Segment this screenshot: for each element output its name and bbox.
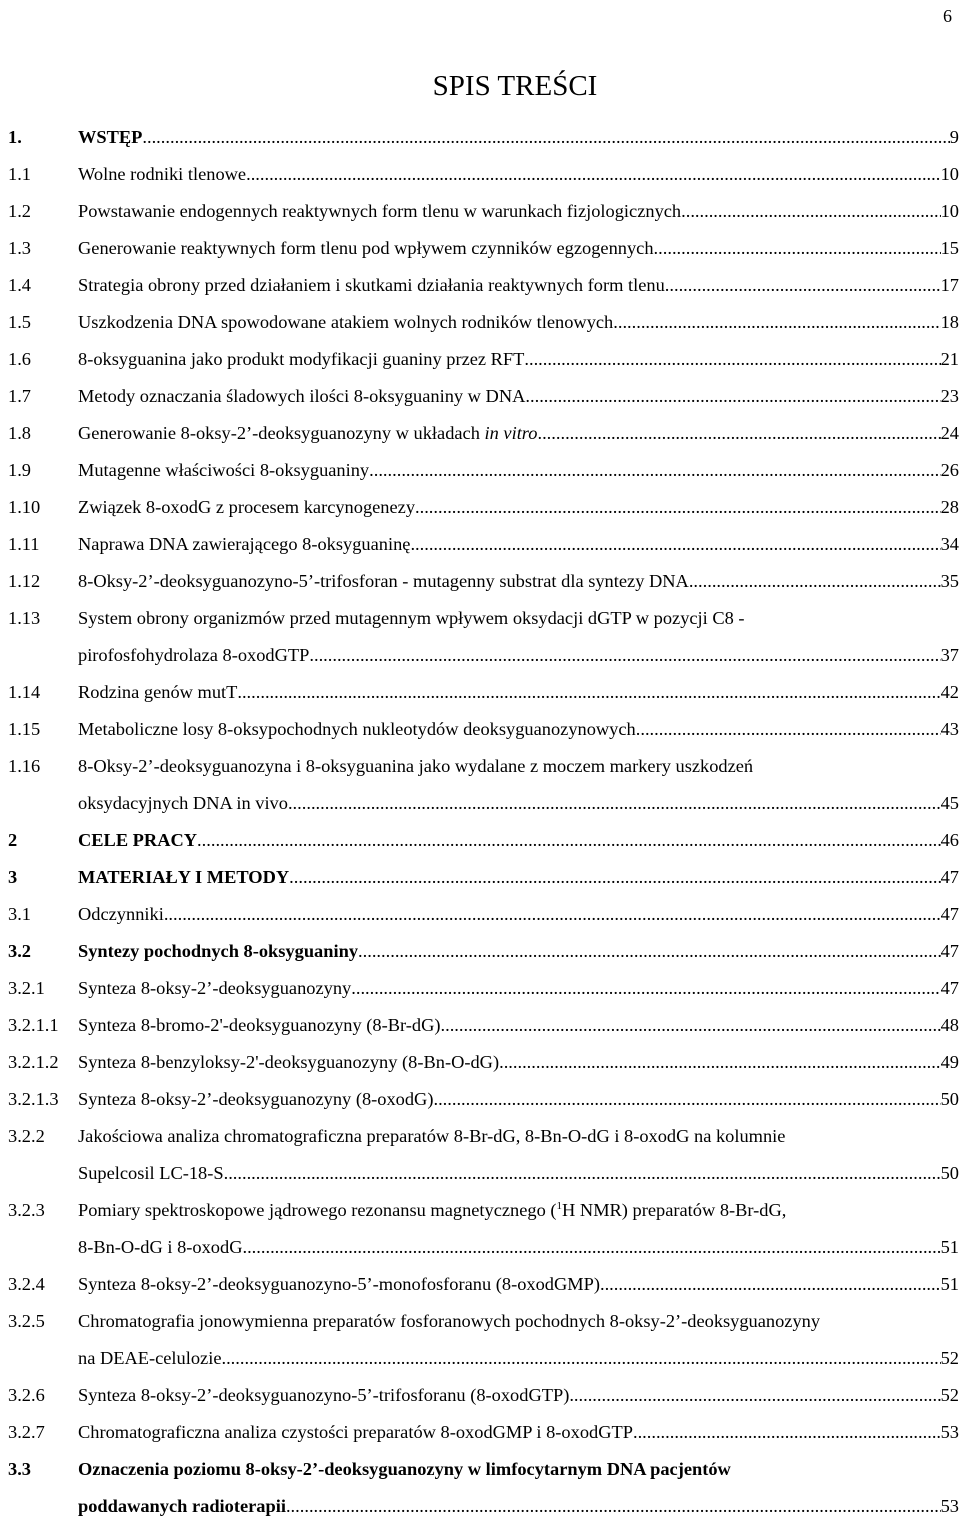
toc-entry-number: 3.3 <box>8 1459 31 1479</box>
leader-dots <box>142 127 949 148</box>
toc-entry-number: 1.2 <box>8 201 31 221</box>
toc-entry-title: Oznaczenia poziomu 8-oksy-2’-deoksyguanozyny w limfocytarnym DNA pacjentów <box>78 1459 731 1479</box>
leader-dots <box>224 1163 941 1184</box>
toc-entry-title: Synteza 8-oksy-2’-deoksyguanozyny (8-oxodG) <box>78 1089 434 1109</box>
toc-entry-page: 46 <box>940 830 959 850</box>
toc-entry-title-continued: pirofosfohydrolaza 8-oxodGTP <box>78 645 310 665</box>
toc-entry-title: Powstawanie endogennych reaktywnych form tlenu w warunkach fizjologicznych <box>78 201 682 221</box>
toc-entry-title: Generowanie 8-oksy-2’-deoksyguanozyny w układach in vitro <box>78 423 538 443</box>
toc-entry-title: Związek 8-oxodG z procesem karcynogenezy <box>78 497 416 517</box>
leader-dots <box>441 1015 941 1036</box>
toc-entry-title: 8-Oksy-2’-deoksyguanozyna i 8-oksyguanina jako wydalane z moczem markery uszkodzeń <box>78 756 754 776</box>
toc-entry-title: Synteza 8-oksy-2’-deoksyguanozyny <box>78 978 352 998</box>
toc-entry-line <box>78 497 959 518</box>
toc-entry-page: 48 <box>940 1015 959 1035</box>
toc-entry-number: 3.2.4 <box>8 1274 45 1294</box>
leader-dots <box>525 386 940 407</box>
leader-dots <box>237 682 940 703</box>
toc-entry-line <box>78 201 959 222</box>
toc-entry-continuation[interactable] <box>8 1230 959 1267</box>
toc-entry-title: Metaboliczne losy 8-oksypochodnych nukleotydów deoksyguanozynowych <box>78 719 636 739</box>
toc-entry-line <box>78 127 959 148</box>
leader-dots <box>613 312 940 333</box>
toc-entry[interactable] <box>8 342 959 379</box>
toc-entry-continuation[interactable] <box>8 638 959 675</box>
toc-entry-title-continued: poddawanych radioterapii <box>78 1496 286 1516</box>
toc-entry-title: Synteza 8-oksy-2’-deoksyguanozyno-5’-monofosforanu (8-oxodGMP) <box>78 1274 600 1294</box>
toc-entry[interactable] <box>8 564 959 601</box>
toc-entry-number: 1.3 <box>8 238 31 258</box>
toc-entry-number: 3.2.5 <box>8 1311 45 1331</box>
toc-entry[interactable] <box>8 934 959 971</box>
toc-entry[interactable] <box>8 860 959 897</box>
toc-entry-line <box>78 349 959 370</box>
toc-entry[interactable] <box>8 1193 959 1230</box>
toc-entry[interactable] <box>8 231 959 268</box>
toc-entry-line <box>78 238 959 259</box>
toc-entry-title: Syntezy pochodnych 8-oksyguaniny <box>78 941 359 961</box>
leader-dots <box>433 1089 940 1110</box>
toc-entry-title: System obrony organizmów przed mutagennym wpływem oksydacji dGTP w pozycji C8 - <box>78 608 745 628</box>
toc-entry-line <box>78 756 959 777</box>
leader-dots <box>415 497 941 518</box>
toc-entry-number: 1.16 <box>8 756 41 776</box>
leader-dots <box>246 164 941 185</box>
toc-entry-number: 3.2.7 <box>8 1422 45 1442</box>
toc-entry-number: 1.10 <box>8 497 41 517</box>
toc-entry-line <box>78 1015 959 1036</box>
toc-entry[interactable] <box>8 379 959 416</box>
toc-entry-title: 8-Oksy-2’-deoksyguanozyno-5’-trifosforan - mutagenny substrat dla syntezy DNA <box>78 571 689 591</box>
toc-entry[interactable] <box>8 157 959 194</box>
table-of-contents <box>8 120 959 1526</box>
toc-entry-number: 3.1 <box>8 904 31 924</box>
toc-entry-title-continued: na DEAE-celulozie <box>78 1348 222 1368</box>
toc-entry[interactable] <box>8 1304 959 1341</box>
toc-entry-number: 3.2.1.2 <box>8 1052 59 1072</box>
toc-entry-page: 37 <box>940 645 959 665</box>
toc-entry-line <box>78 1089 959 1110</box>
toc-entry-page: 9 <box>949 127 959 147</box>
toc-entry[interactable] <box>8 749 959 786</box>
toc-entry-page: 43 <box>940 719 959 739</box>
leader-dots <box>600 1274 941 1295</box>
toc-entry-number: 3.2 <box>8 941 31 961</box>
toc-entry-number: 1.6 <box>8 349 31 369</box>
leader-dots <box>289 867 940 888</box>
toc-entry-number: 1.12 <box>8 571 41 591</box>
leader-dots <box>524 349 940 370</box>
toc-entry-line <box>78 386 959 407</box>
toc-entry-page: 42 <box>940 682 959 702</box>
toc-entry-line <box>78 571 959 592</box>
leader-dots <box>665 275 941 296</box>
toc-entry-title: Pomiary spektroskopowe jądrowego rezonansu magnetycznego ($^1$H NMR) preparatów 8-Br-dG, <box>78 1199 787 1220</box>
toc-entry-line <box>78 941 959 962</box>
toc-entry-line <box>78 978 959 999</box>
toc-entry-title: Strategia obrony przed działaniem i skutkami działania reaktywnych form tlenu <box>78 275 665 295</box>
toc-entry[interactable] <box>8 120 959 157</box>
toc-entry-title: 8-oksyguanina jako produkt modyfikacji guaniny przez RFT <box>78 349 525 369</box>
leader-dots <box>537 423 940 444</box>
leader-dots <box>358 941 941 962</box>
toc-entry-line <box>78 904 959 925</box>
toc-entry-line <box>78 793 959 814</box>
toc-entry-title: MATERIAŁY I METODY <box>78 867 290 887</box>
toc-entry-number: 1.7 <box>8 386 31 406</box>
toc-entry-continuation[interactable] <box>8 1489 959 1526</box>
toc-entry-title: Generowanie reaktywnych form tlenu pod wpływem czynników egzogennych <box>78 238 654 258</box>
toc-entry-number: 3.2.2 <box>8 1126 45 1146</box>
toc-entry-line <box>78 312 959 333</box>
toc-entry[interactable] <box>8 416 959 453</box>
toc-entry-number: 1.5 <box>8 312 31 332</box>
leader-dots <box>164 904 941 925</box>
toc-entry[interactable] <box>8 1415 959 1452</box>
page-title: SPIS TREŚCI <box>432 70 598 102</box>
toc-entry[interactable] <box>8 527 959 564</box>
toc-entry-page: 47 <box>940 867 959 887</box>
toc-entry-title: CELE PRACY <box>78 830 198 850</box>
leader-dots <box>286 1496 941 1517</box>
toc-entry[interactable] <box>8 601 959 638</box>
toc-entry-number: 3.2.3 <box>8 1200 45 1220</box>
toc-entry-line <box>78 1385 959 1406</box>
toc-entry[interactable] <box>8 1045 959 1082</box>
toc-entry-page: 47 <box>940 941 959 961</box>
leader-dots <box>351 978 940 999</box>
toc-entry-line <box>78 682 959 703</box>
toc-entry-number: 3.2.1.1 <box>8 1015 59 1035</box>
toc-entry-line <box>78 1237 959 1258</box>
toc-entry-title: Synteza 8-oksy-2’-deoksyguanozyno-5’-trifosforanu (8-oxodGTP) <box>78 1385 570 1405</box>
toc-entry-number: 3 <box>8 867 18 887</box>
toc-entry-page: 18 <box>940 312 959 332</box>
toc-entry-page: 50 <box>940 1089 959 1109</box>
toc-entry-page: 24 <box>940 423 959 443</box>
toc-entry-number: 1.11 <box>8 534 40 554</box>
toc-entry-number: 1. <box>8 127 22 147</box>
toc-entry[interactable] <box>8 1267 959 1304</box>
toc-entry-page: 52 <box>940 1385 959 1405</box>
toc-entry-title: Naprawa DNA zawierającego 8-oksyguaninę <box>78 534 411 554</box>
toc-entry-page: 35 <box>940 571 959 591</box>
toc-entry-line <box>78 460 959 481</box>
toc-entry-line <box>78 608 959 629</box>
toc-entry[interactable] <box>8 897 959 934</box>
toc-entry-title: Metody oznaczania śladowych ilości 8-oksyguaniny w DNA <box>78 386 526 406</box>
toc-entry-page: 15 <box>940 238 959 258</box>
toc-entry-page: 53 <box>940 1422 959 1442</box>
toc-entry-line <box>78 1052 959 1073</box>
toc-entry-line <box>78 1163 959 1184</box>
toc-entry-line <box>78 534 959 555</box>
toc-entry-title: Uszkodzenia DNA spowodowane atakiem wolnych rodników tlenowych <box>78 312 614 332</box>
toc-entry-title-continued: Supelcosil LC-18-S <box>78 1163 224 1183</box>
leader-dots <box>636 719 941 740</box>
toc-entry-line <box>78 1126 959 1147</box>
toc-entry-page: 50 <box>940 1163 959 1183</box>
toc-entry-line <box>78 1200 959 1221</box>
toc-entry-page: 26 <box>940 460 959 480</box>
toc-entry-line <box>78 719 959 740</box>
toc-entry-number: 1.13 <box>8 608 41 628</box>
toc-entry-line <box>78 164 959 185</box>
toc-entry-line <box>78 830 959 851</box>
toc-entry-page: 51 <box>940 1237 959 1257</box>
toc-entry[interactable] <box>8 712 959 749</box>
leader-dots <box>288 793 941 814</box>
toc-entry[interactable] <box>8 305 959 342</box>
toc-entry-number: 1.4 <box>8 275 31 295</box>
page-number: 6 <box>943 6 952 26</box>
toc-entry-title: Synteza 8-benzyloksy-2'-deoksyguanozyny (8-Bn-O-dG) <box>78 1052 500 1072</box>
toc-entry-continuation[interactable] <box>8 786 959 823</box>
toc-entry[interactable] <box>8 1378 959 1415</box>
toc-entry-number: 3.2.1.3 <box>8 1089 59 1109</box>
toc-entry[interactable] <box>8 194 959 231</box>
toc-entry-line <box>78 1274 959 1295</box>
toc-entry-line <box>78 1459 959 1480</box>
leader-dots <box>499 1052 941 1073</box>
leader-dots <box>309 645 940 666</box>
toc-entry[interactable] <box>8 453 959 490</box>
toc-entry[interactable] <box>8 268 959 305</box>
toc-entry[interactable] <box>8 823 959 860</box>
toc-entry[interactable] <box>8 971 959 1008</box>
toc-entry-page: 10 <box>940 164 959 184</box>
leader-dots <box>369 460 940 481</box>
toc-entry-title: Chromatograficzna analiza czystości preparatów 8-oxodGMP i 8-oxodGTP <box>78 1422 633 1442</box>
leader-dots <box>654 238 941 259</box>
toc-entry-page: 23 <box>940 386 959 406</box>
leader-dots <box>410 534 940 555</box>
toc-entry-title: Synteza 8-bromo-2'-deoksyguanozyny (8-Br-dG) <box>78 1015 441 1035</box>
toc-entry-line <box>78 1311 959 1332</box>
toc-entry-title-continued: oksydacyjnych DNA in vivo <box>78 793 288 813</box>
toc-entry-title: Mutagenne właściwości 8-oksyguaniny <box>78 460 370 480</box>
toc-entry-number: 1.1 <box>8 164 31 184</box>
toc-entry-title: Rodzina genów mutT <box>78 682 238 702</box>
toc-entry-page: 47 <box>940 904 959 924</box>
leader-dots <box>681 201 940 222</box>
toc-entry[interactable] <box>8 1082 959 1119</box>
leader-dots <box>569 1385 940 1406</box>
leader-dots <box>221 1348 940 1369</box>
toc-entry-line <box>78 275 959 296</box>
toc-entry-line <box>78 645 959 666</box>
toc-entry-number: 3.2.6 <box>8 1385 45 1405</box>
toc-entry-title: Wolne rodniki tlenowe <box>78 164 247 184</box>
toc-entry-line <box>78 867 959 888</box>
toc-entry-number: 2 <box>8 830 18 850</box>
toc-entry-page: 52 <box>940 1348 959 1368</box>
toc-entry[interactable] <box>8 1008 959 1045</box>
toc-entry-page: 53 <box>940 1496 959 1516</box>
toc-entry-page: 47 <box>940 978 959 998</box>
leader-dots <box>633 1422 941 1443</box>
toc-entry-page: 49 <box>940 1052 959 1072</box>
toc-entry-page: 10 <box>940 201 959 221</box>
toc-entry-page: 45 <box>940 793 959 813</box>
toc-entry[interactable] <box>8 490 959 527</box>
toc-entry-page: 28 <box>940 497 959 517</box>
toc-entry-title: Odczynniki <box>78 904 164 924</box>
toc-entry-page: 51 <box>940 1274 959 1294</box>
toc-entry[interactable] <box>8 1119 959 1156</box>
toc-entry-line <box>78 1348 959 1369</box>
toc-entry-page: 17 <box>940 275 959 295</box>
toc-entry-number: 1.8 <box>8 423 31 443</box>
toc-entry-number: 1.15 <box>8 719 41 739</box>
toc-entry-line <box>78 1496 959 1517</box>
leader-dots <box>197 830 941 851</box>
toc-entry-number: 1.14 <box>8 682 41 702</box>
toc-entry[interactable] <box>8 1452 959 1489</box>
toc-entry-page: 34 <box>940 534 959 554</box>
toc-entry[interactable] <box>8 675 959 712</box>
toc-entry-page: 21 <box>940 349 959 369</box>
toc-entry-line <box>78 1422 959 1443</box>
toc-entry-line <box>78 423 959 444</box>
toc-entry-title: WSTĘP <box>78 127 143 147</box>
toc-entry-number: 3.2.1 <box>8 978 45 998</box>
toc-entry-title-continued: 8-Bn-O-dG i 8-oxodG <box>78 1237 243 1257</box>
toc-entry-continuation[interactable] <box>8 1341 959 1378</box>
leader-dots <box>689 571 941 592</box>
toc-entry-number: 1.9 <box>8 460 31 480</box>
toc-entry-continuation[interactable] <box>8 1156 959 1193</box>
toc-entry-title: Jakościowa analiza chromatograficzna preparatów 8-Br-dG, 8-Bn-O-dG i 8-oxodG na kolumnie <box>78 1126 786 1146</box>
toc-entry-title: Chromatografia jonowymienna preparatów fosforanowych pochodnych 8-oksy-2’-deoksyguanozyny <box>78 1311 821 1331</box>
leader-dots <box>242 1237 940 1258</box>
